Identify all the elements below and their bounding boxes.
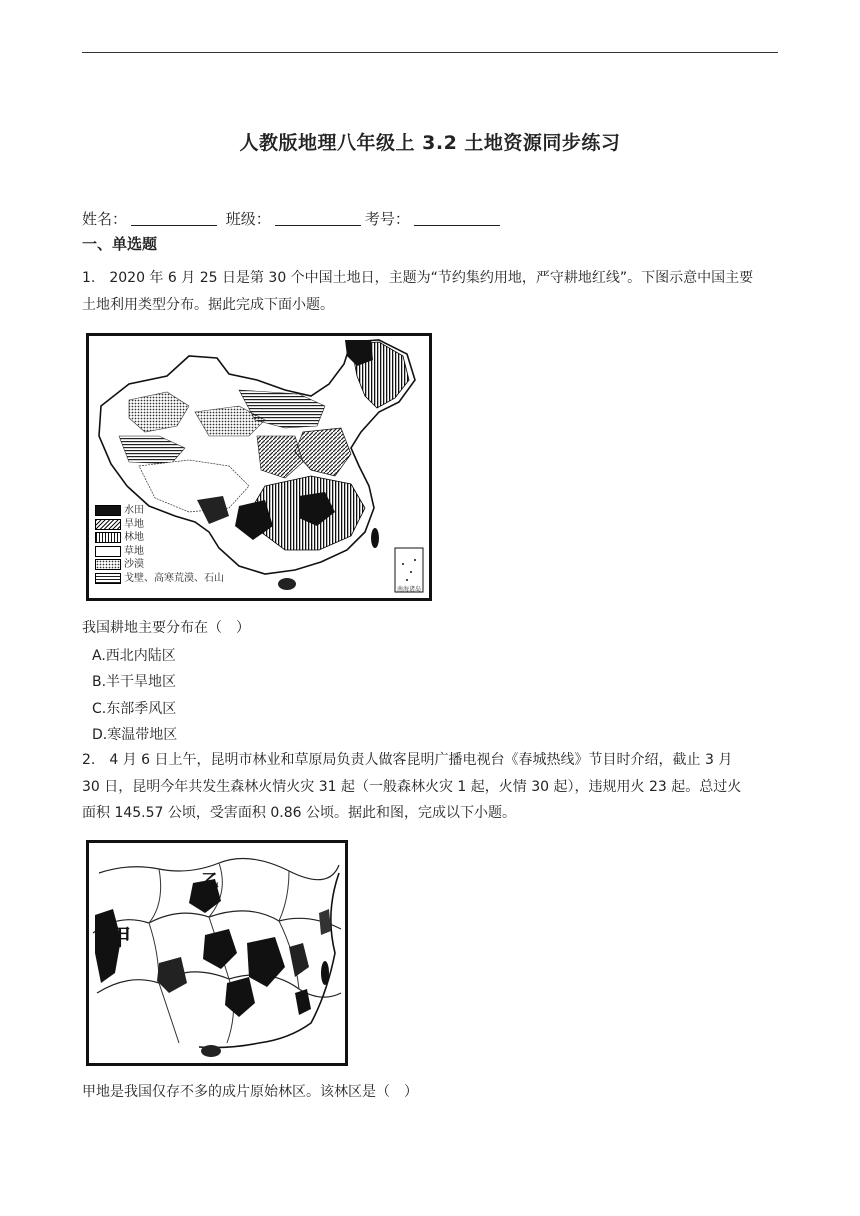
legend-label: 旱地 bbox=[124, 518, 144, 530]
class-label: 班级： bbox=[225, 210, 271, 228]
q2-sub-question: 甲地是我国仅存不多的成片原始林区。该林区是（ ） bbox=[82, 1084, 418, 1100]
q2-text-line2: 30 日，昆明今年共发生森林火情火灾 31 起（一般森林火灾 1 起，火情 30 起），违规用火 23 起。总过火 bbox=[82, 778, 742, 795]
header-rule bbox=[82, 52, 778, 53]
legend-row-desert bbox=[95, 558, 224, 572]
legend-label: 草地 bbox=[124, 545, 144, 557]
legend-label: 水田 bbox=[124, 505, 144, 516]
legend-row-dryland bbox=[95, 518, 224, 532]
legend-row-paddy bbox=[95, 504, 224, 518]
q1-option-a[interactable]: A.西北内陆区 bbox=[92, 648, 176, 664]
section-heading: 一、单选题 bbox=[82, 235, 158, 253]
class-blank[interactable] bbox=[275, 211, 361, 226]
page-title: 人教版地理八年级上 3.2 土地资源同步练习 bbox=[239, 132, 621, 154]
legend-label: 林地 bbox=[124, 532, 144, 543]
q1-sub-question: 我国耕地主要分布在（ ） bbox=[82, 620, 250, 636]
student-info-line bbox=[82, 208, 504, 229]
id-blank[interactable] bbox=[414, 211, 500, 226]
legend-row-forest bbox=[95, 531, 224, 545]
legend-label: 戈壁、高寒荒漠、石山 bbox=[124, 572, 224, 584]
map-label-jia: 甲 bbox=[109, 926, 132, 951]
q2-text bbox=[82, 747, 782, 827]
dryland-swatch bbox=[95, 519, 121, 530]
grassland-swatch bbox=[95, 546, 121, 557]
name-blank[interactable] bbox=[131, 211, 217, 226]
forest-swatch bbox=[95, 532, 121, 543]
legend-label: 沙漠 bbox=[124, 559, 144, 570]
inset-caption: 南海诸岛 bbox=[397, 586, 422, 593]
q1-text bbox=[82, 265, 782, 318]
q1-option-b[interactable]: B.半干旱地区 bbox=[92, 674, 177, 690]
gobi-swatch bbox=[95, 573, 121, 584]
q2-text-line1: 2. 4 月 6 日上午，昆明市林业和草原局负责人做客昆明广播电视台《春城热线》节目时介绍，截止 3 月 bbox=[82, 752, 733, 768]
q1-text-line2: 土地利用类型分布。据此完成下面小题。 bbox=[82, 296, 334, 313]
q1-option-d[interactable]: D.寒温带地区 bbox=[92, 727, 178, 743]
land-use-legend bbox=[95, 504, 224, 585]
forest-region-map bbox=[86, 840, 348, 1066]
desert-swatch bbox=[95, 559, 121, 570]
legend-row-grassland bbox=[95, 545, 224, 559]
land-use-map bbox=[86, 333, 432, 601]
legend-row-gobi bbox=[95, 572, 224, 586]
name-label: 姓名： bbox=[82, 210, 128, 228]
q1-option-c[interactable]: C.东部季风区 bbox=[92, 701, 177, 717]
paddy-swatch bbox=[95, 505, 121, 516]
map-label-yi: 乙 bbox=[201, 871, 219, 892]
q2-text-line3: 面积 145.57 公顷，受害面积 0.86 公顷。据此和图，完成以下小题。 bbox=[82, 805, 516, 821]
q1-text-line1: 1. 2020 年 6 月 25 日是第 30 个中国土地日，主题为“节约集约用地，严守耕地红线”。下图示意中国主要 bbox=[82, 270, 754, 286]
id-label: 考号： bbox=[364, 210, 410, 228]
